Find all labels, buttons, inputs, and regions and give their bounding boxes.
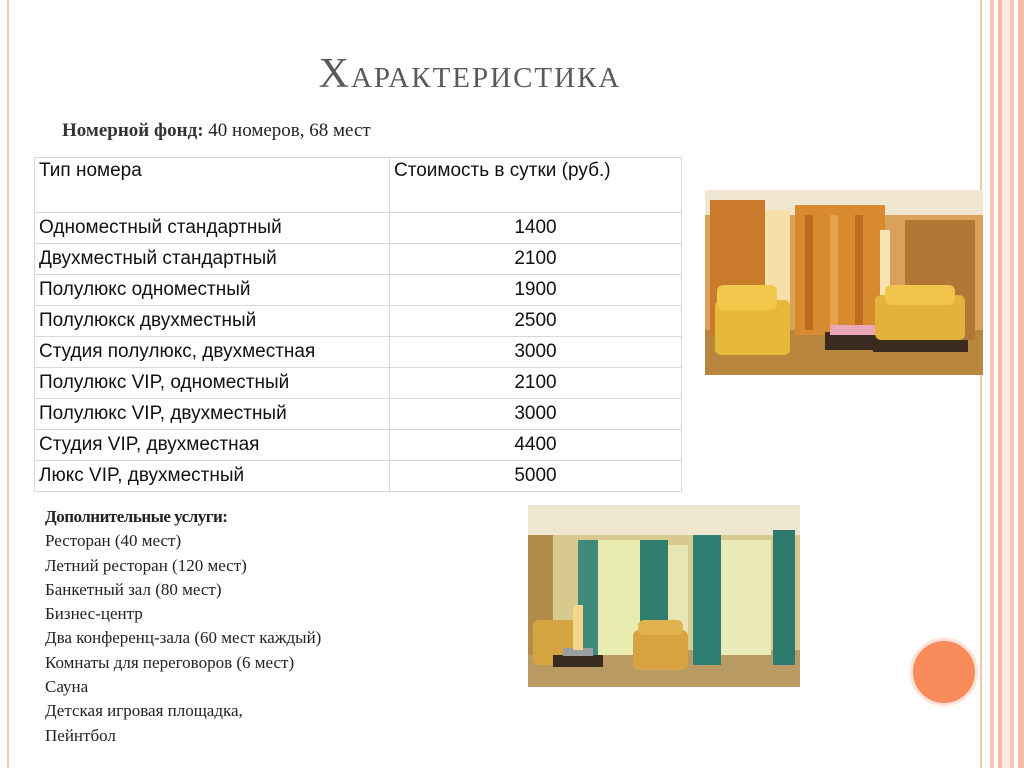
room-type-cell: Студия полулюкс, двухместная — [35, 337, 390, 368]
room-fund-line — [62, 120, 371, 142]
list-item: Банкетный зал (80 мест) — [45, 579, 222, 599]
table-row — [35, 399, 682, 430]
list-item: Летний ресторан (120 мест) — [45, 555, 247, 575]
list-item: Ресторан (40 мест) — [45, 531, 182, 551]
list-item: Два конференц-зала (60 мест каждый) — [45, 628, 322, 648]
table-row — [35, 306, 682, 337]
price-cell: 2100 — [390, 368, 682, 399]
list-item: Комнаты для переговоров (6 мест) — [45, 652, 295, 672]
price-cell: 5000 — [390, 461, 682, 492]
table-row — [35, 461, 682, 492]
decorative-stripes — [986, 0, 1024, 768]
header-price: Стоимость в сутки (руб.) — [390, 158, 682, 213]
room-illustration-2 — [528, 505, 800, 687]
room-type-cell: Полулюкск двухместный — [35, 306, 390, 337]
table-header-row — [35, 158, 682, 213]
list-item: Пейнтбол — [45, 725, 116, 745]
room-fund-label: Номерной фонд: — [62, 120, 204, 141]
price-cell: 2500 — [390, 306, 682, 337]
table-row — [35, 213, 682, 244]
price-cell: 2100 — [390, 244, 682, 275]
list-item: Детская игровая площадка, — [45, 701, 243, 721]
table-row — [35, 368, 682, 399]
decorative-circle — [913, 641, 975, 703]
room-type-cell: Полулюкс VIP, двухместный — [35, 399, 390, 430]
room-fund-value: 40 номеров, 68 мест — [203, 120, 371, 141]
table-row — [35, 430, 682, 461]
room-type-cell: Люкс VIP, двухместный — [35, 461, 390, 492]
services-heading: Дополнительные услуги: — [45, 507, 228, 526]
hotel-room-photo-1 — [705, 190, 983, 375]
list-item: Сауна — [45, 677, 89, 697]
price-cell: 4400 — [390, 430, 682, 461]
room-type-cell: Двухместный стандартный — [35, 244, 390, 275]
room-illustration-1 — [705, 190, 983, 375]
slide-title: Характеристика — [318, 51, 622, 97]
room-price-table — [34, 157, 682, 492]
price-cell: 1900 — [390, 275, 682, 306]
hotel-room-photo-2 — [528, 505, 800, 687]
room-type-cell: Полулюкс одноместный — [35, 275, 390, 306]
table-row — [35, 275, 682, 306]
price-cell: 3000 — [390, 399, 682, 430]
price-cell: 1400 — [390, 213, 682, 244]
price-cell: 3000 — [390, 337, 682, 368]
header-room-type: Тип номера — [35, 158, 390, 213]
additional-services — [45, 505, 321, 748]
list-item: Бизнес-центр — [45, 604, 143, 624]
table-row — [35, 337, 682, 368]
room-type-cell: Студия VIP, двухместная — [35, 430, 390, 461]
room-type-cell: Полулюкс VIP, одноместный — [35, 368, 390, 399]
table-row — [35, 244, 682, 275]
room-type-cell: Одноместный стандартный — [35, 213, 390, 244]
